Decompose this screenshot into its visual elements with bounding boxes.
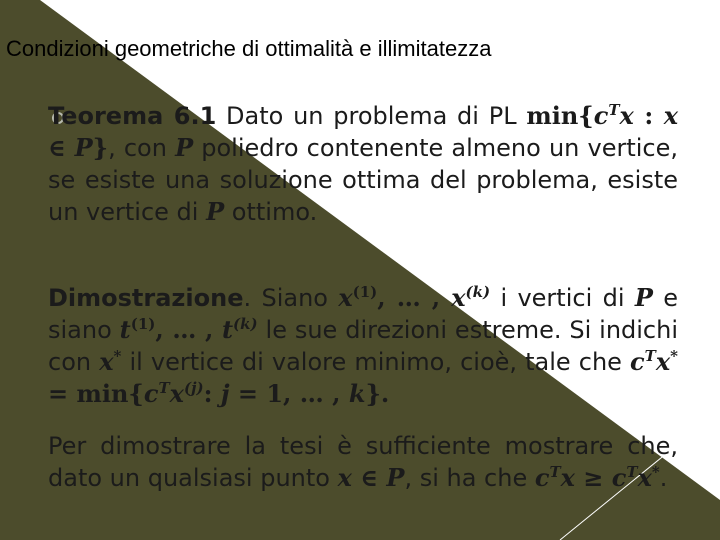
math: t — [221, 315, 234, 344]
math: * — [670, 347, 679, 365]
text: , si ha che — [404, 464, 535, 492]
math: P — [175, 133, 194, 162]
math: ≥ — [574, 463, 612, 492]
theorem-label: Teorema 6.1 — [48, 102, 217, 130]
math: (j) — [183, 379, 204, 397]
math: x — [560, 463, 575, 492]
math: (1) — [352, 283, 378, 301]
math: x — [337, 463, 352, 492]
math: T — [644, 347, 656, 365]
text: . Siano — [243, 284, 339, 312]
conclusion-paragraph — [48, 430, 678, 494]
text: Dato un problema di PL — [216, 102, 527, 130]
math: x — [338, 283, 353, 312]
math: T — [549, 463, 561, 481]
math: k — [348, 379, 366, 408]
math: c — [611, 463, 627, 492]
proof-paragraph — [48, 282, 678, 410]
math: , … , — [155, 315, 222, 344]
proof-label: Dimostrazione — [48, 284, 244, 312]
math: x — [619, 101, 634, 130]
math: x — [451, 283, 466, 312]
math: = 1, … , — [229, 379, 349, 408]
math: = — [48, 379, 77, 408]
text: e siano — [48, 284, 679, 344]
math: x — [637, 463, 652, 492]
theorem-paragraph — [48, 100, 678, 228]
text: Per dimostrare la tesi è sufficiente mostrare che, dato un qualsiasi punto — [48, 432, 678, 492]
math: min{ — [526, 101, 594, 130]
math: P — [206, 197, 225, 226]
math: (1) — [130, 315, 156, 333]
math: t — [119, 315, 131, 344]
math: x — [663, 101, 678, 130]
math: T — [158, 379, 170, 397]
text: le sue direzioni estreme. Si indichi con — [48, 316, 679, 376]
text: poliedro contenente almeno un vertice, se esiste una soluzione ottima del problema, esiste un vertice di — [48, 134, 678, 226]
slide-title: Condizioni geometriche di ottimalità e illimitatezza — [6, 36, 492, 61]
text: i vertici di — [490, 284, 635, 312]
math: T — [626, 463, 638, 481]
math: c — [534, 463, 550, 492]
math: c — [143, 379, 159, 408]
math: x — [169, 379, 184, 408]
math: : — [203, 379, 221, 408]
math: j — [220, 379, 230, 408]
math: } — [92, 133, 109, 162]
math: P — [386, 463, 405, 492]
math: x — [655, 347, 671, 376]
math: (k) — [233, 315, 258, 333]
math: * — [113, 347, 122, 365]
math: , … , — [377, 283, 452, 312]
text: ottimo. — [224, 198, 318, 226]
math: * — [651, 463, 660, 481]
math: c — [593, 101, 609, 130]
text: , con — [108, 134, 176, 162]
math: }. — [365, 379, 390, 408]
math: min{ — [76, 379, 144, 408]
math: ∈ — [48, 133, 75, 162]
math: T — [608, 101, 620, 119]
text: . — [659, 464, 668, 492]
math: : — [633, 101, 664, 130]
math: x — [99, 347, 114, 376]
math: P — [634, 283, 653, 312]
math: ∈ — [351, 463, 387, 492]
math: c — [630, 347, 645, 376]
math: (k) — [465, 283, 491, 301]
math: P — [74, 133, 93, 162]
text: il vertice di valore minimo, cioè, tale che — [121, 348, 631, 376]
